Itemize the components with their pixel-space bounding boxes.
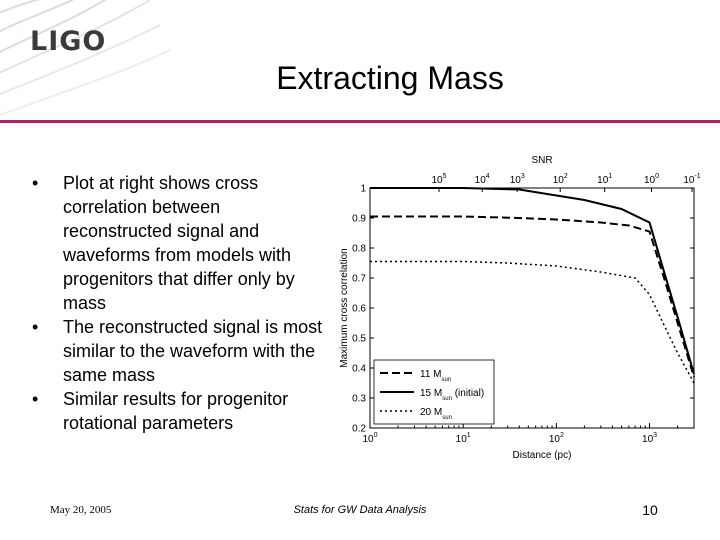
x-tick-label: $10^1$: [455, 432, 471, 445]
title-divider: [0, 120, 720, 123]
cross-correlation-chart: [336, 148, 701, 464]
y-tick-label: 0.8: [352, 243, 366, 255]
y-tick-label: 0.3: [352, 393, 366, 405]
y-tick-label: 0.7: [352, 273, 366, 285]
snr-tick-label: $10^5$: [431, 173, 447, 186]
y-tick-label: 0.6: [352, 303, 366, 315]
snr-axis-label: SNR: [531, 155, 553, 166]
y-tick-label: 0.9: [352, 213, 366, 225]
snr-tick-label: $10^0$: [644, 173, 660, 186]
ligo-logo-text: LIGO: [30, 26, 107, 57]
bullet-marker: •: [32, 173, 39, 193]
snr-tick-label: $10^3$: [509, 173, 525, 186]
bullet-marker: •: [32, 317, 39, 337]
snr-tick-label: $10^{-1}$: [683, 173, 701, 186]
legend-label: 15 $M_{sun}$ (initial): [420, 388, 485, 402]
snr-tick-label: $10^1$: [597, 173, 613, 186]
page-number: 10: [642, 502, 658, 518]
y-tick-label: 0.4: [352, 363, 366, 375]
bullet-text: Plot at right shows cross correlation between reconstructed signal and waveforms from models with progenitors that differ only by mass: [63, 173, 295, 313]
snr-tick-label: $10^2$: [552, 173, 568, 186]
slide-title: Extracting Mass: [276, 60, 504, 96]
legend-label: 11 $M_{sun}$: [420, 369, 452, 383]
x-tick-label: $10^0$: [362, 432, 378, 445]
y-tick-label: 0.5: [352, 333, 366, 345]
bullet-item: [28, 171, 328, 315]
y-axis-label: Maximum cross correlation: [339, 248, 350, 368]
y-tick-label: 1: [360, 183, 366, 195]
x-tick-label: $10^2$: [548, 432, 564, 445]
y-tick-label: 0.2: [352, 423, 366, 435]
snr-tick-label: $10^4$: [474, 173, 490, 186]
logo-swirl-graphic: [0, 0, 150, 120]
x-tick-label: $10^3$: [642, 432, 658, 445]
footer-date: May 20, 2005: [50, 504, 112, 516]
bullet-text: Similar results for progenitor rotational parameters: [63, 389, 289, 433]
legend-label: 20 $M_{sun}$: [420, 407, 452, 421]
bullet-item: [28, 315, 328, 387]
footer-center-text: Stats for GW Data Analysis: [293, 504, 427, 516]
bullet-list: [28, 171, 328, 435]
bullet-marker: •: [32, 389, 39, 409]
bullet-item: [28, 387, 328, 435]
bullet-text: The reconstructed signal is most similar to the waveform with the same mass: [63, 317, 323, 385]
x-axis-label: Distance (pc): [512, 450, 572, 461]
